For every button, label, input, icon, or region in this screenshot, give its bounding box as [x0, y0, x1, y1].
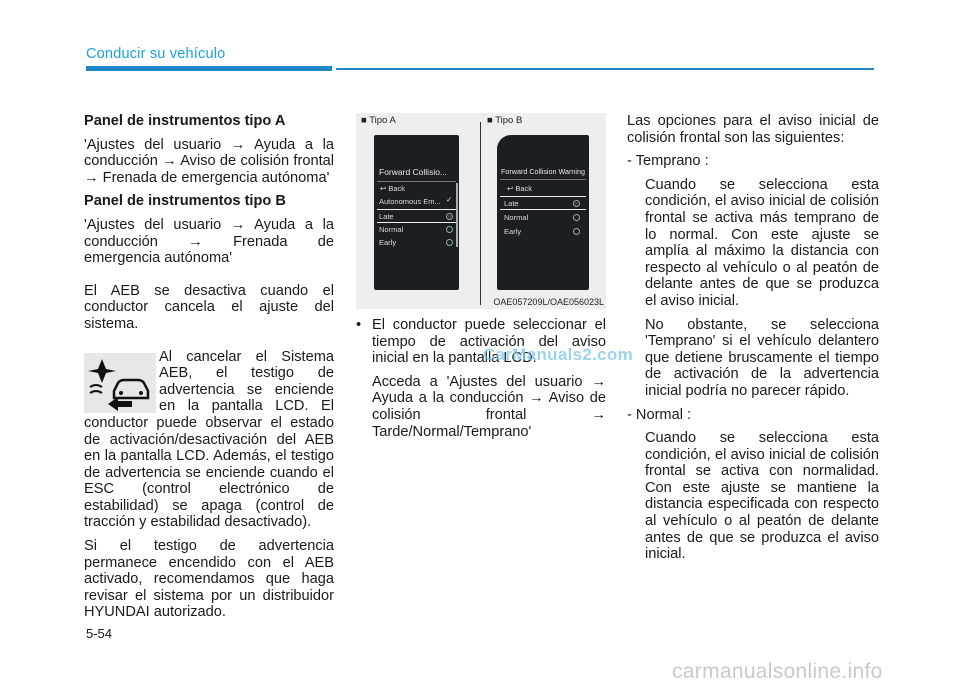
header-rule-thick: [86, 66, 332, 71]
access-path-paragraph: Acceda a 'Ajustes del usuario → Ayuda a la conducción → Aviso de colisión frontal → Tarde/Normal/Temprano': [372, 373, 606, 440]
right-column: [627, 113, 879, 563]
screen-a-item-autonomous: Autonomous Em...: [379, 197, 441, 206]
lcd-screen-type-b: [497, 135, 589, 290]
option-early-label: - Temprano :: [627, 153, 709, 170]
lcd-screen-type-a: [374, 135, 459, 290]
option-early-note: No obstante, se selecciona 'Temprano' si el vehículo delantero que detiene bruscamente el tiempo de activación de la advertencia inicial podría no parecer rápido.: [645, 316, 879, 399]
checkmark-icon: ✓: [446, 195, 453, 204]
option-early-desc: Cuando se selecciona esta condición, el aviso inicial de colisión frontal se activa más temprano de lo normal. Con este ajuste se amplía al máximo la distancia con respecto al vehículo o al peatón de delante antes de que se produzca el aviso inicial.: [645, 176, 879, 309]
option-normal-desc: Cuando se selecciona esta condición, el aviso inicial de colisión frontal se activa con normalidad. Con este ajuste se mantiene la distancia especificada con respecto al vehículo o al peatón de delante antes de que se produzca el aviso inicial.: [645, 430, 879, 563]
options-intro: Las opciones para el aviso inicial de colisión frontal son las siguientes:: [627, 113, 879, 146]
screen-b-item-early: Early: [504, 227, 522, 236]
screen-a-title: Forward Collisio...: [379, 167, 448, 177]
figure-code: OAE057209L/OAE056023L: [493, 297, 604, 307]
section-title: Conducir su vehículo: [86, 46, 226, 62]
screen-b-item-late: Late: [504, 199, 519, 208]
screen-b-title: Forward Collision Warning: [501, 167, 586, 176]
aeb-off-warning-icon: [84, 353, 156, 413]
screen-a-item-normal: Normal: [379, 225, 404, 234]
radio-selected-icon: [446, 213, 453, 220]
option-normal-label: - Normal :: [627, 406, 692, 423]
footer-site: carmanualsonline.info: [672, 660, 883, 683]
scrollbar: [456, 183, 458, 247]
aeb-disable-paragraph: El AEB se desactiva cuando el conductor cancela el ajuste del sistema.: [84, 282, 334, 332]
figure-divider: [480, 122, 481, 305]
watermark: CarManuals2.com: [483, 345, 633, 364]
left-column: [84, 113, 334, 621]
radio-selected-icon: [573, 200, 580, 207]
radio-icon: [446, 226, 453, 233]
warning-paragraph: Al cancelar el Sistema AEB, el testigo de advertencia se enciende en la pantalla LCD. El conductor puede observar el estado de activación/desactivación del AEB en la pantalla LCD. Además, el testigo de advertencia se enciende cuando el ESC (control electrónico de estabilidad) se apaga (control de tracción y estabilidad desactivado).: [84, 348, 334, 531]
warning-block: [84, 349, 334, 532]
path-type-b: 'Ajustes del usuario → Ayuda a la conducción → Frenada de emergencia autónoma': [84, 216, 334, 267]
screen-b-back: ↩ Back: [507, 184, 533, 193]
screen-b-item-normal: Normal: [504, 213, 529, 222]
radio-icon: [573, 228, 580, 235]
screen-a-item-early: Early: [379, 238, 397, 247]
radio-icon: [446, 239, 453, 246]
page-number: 5-54: [86, 626, 113, 641]
figure-label-type-b: ■ Tipo B: [487, 115, 523, 126]
screen-a-item-late: Late: [379, 212, 394, 221]
lcd-settings-figure: [356, 113, 606, 309]
header-rule-thin: [336, 68, 874, 70]
radio-icon: [573, 214, 580, 221]
heading-type-a: Panel de instrumentos tipo A: [84, 113, 286, 129]
screen-a-back: ↩ Back: [380, 184, 406, 193]
bullet-icon: •: [356, 317, 362, 333]
figure-label-type-a: ■ Tipo A: [361, 115, 396, 126]
middle-column: [356, 317, 606, 440]
heading-type-b: Panel de instrumentos tipo B: [84, 193, 286, 210]
selection-paragraph: El conductor puede seleccionar el tiempo de activación del aviso inicial en la pantalla LCD.: [372, 317, 606, 367]
service-paragraph: Si el testigo de advertencia permanece encendido con el AEB activado, recomendamos que haga revisar el sistema por un distribuidor HYUNDAI autorizado.: [84, 538, 334, 621]
path-type-a: 'Ajustes del usuario → Ayuda a la conducción → Aviso de colisión frontal → Frenada de emergencia autónoma': [84, 136, 334, 186]
